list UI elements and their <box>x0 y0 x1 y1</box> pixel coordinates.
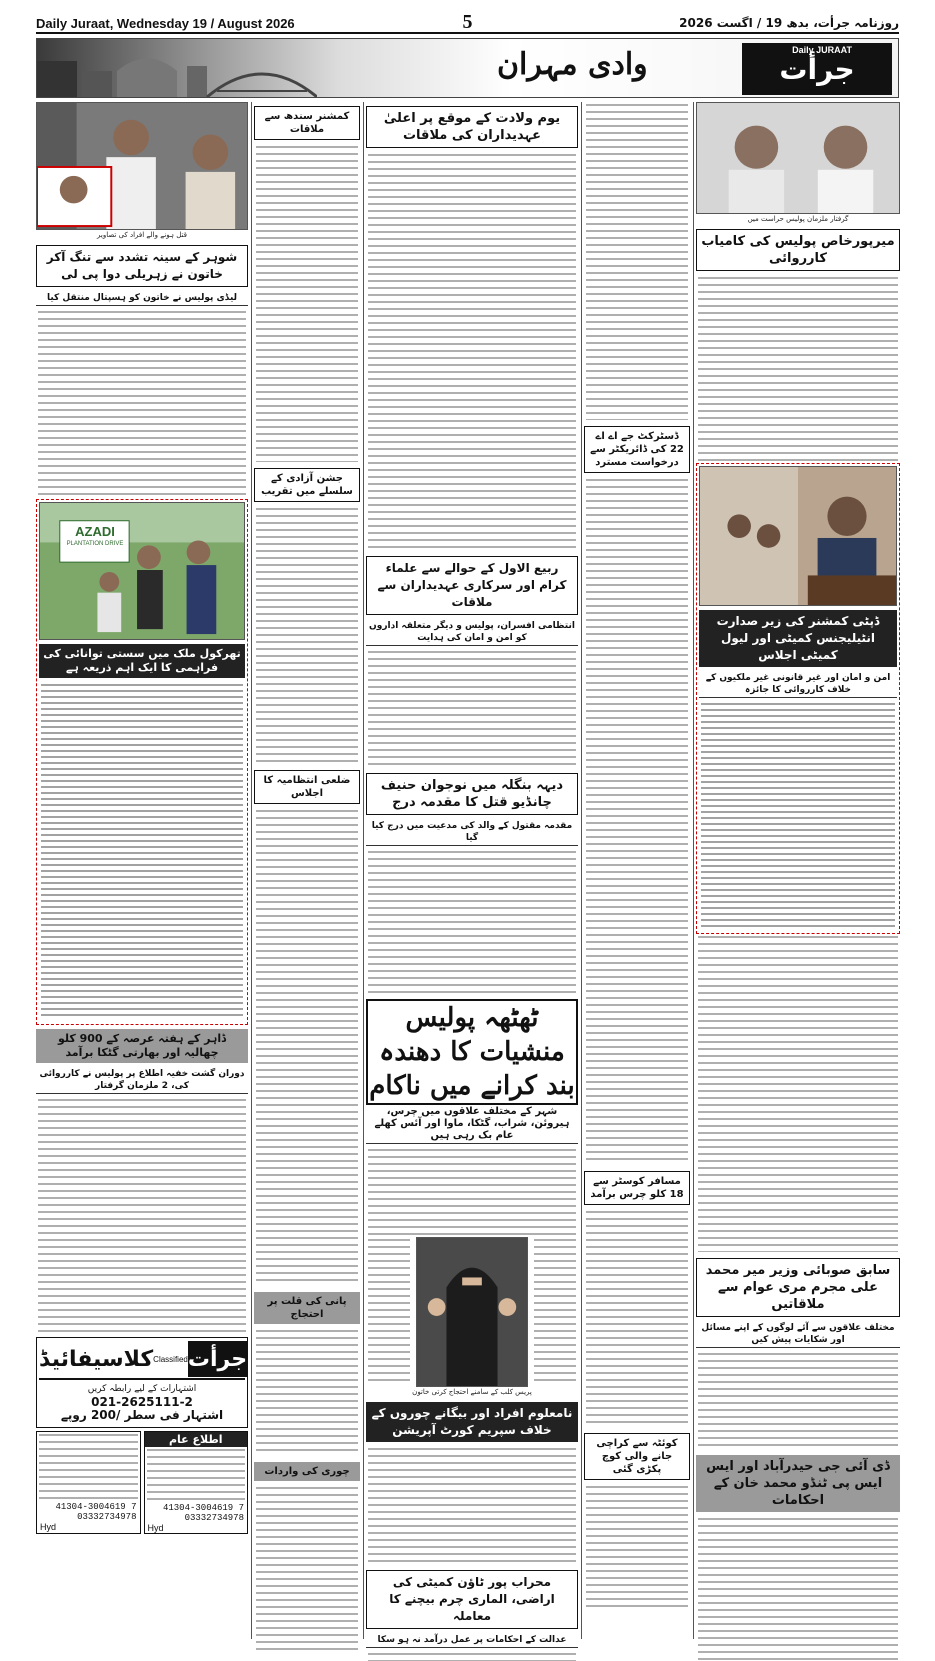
photo-caption: پریس کلب کے سامنے احتجاج کرتی خاتون <box>412 1388 532 1396</box>
classified-title: کلاسیفائیڈ <box>39 1346 154 1372</box>
photo-caption: گرفتار ملزمان پولیس حراست میں <box>747 215 849 223</box>
notice-title: اطلاع عام <box>145 1432 248 1447</box>
column-2 <box>254 102 360 1639</box>
section-title: وادی مہران <box>497 47 648 82</box>
photo-row <box>366 1237 578 1387</box>
photo-arrested-men <box>696 102 900 214</box>
article-body <box>36 309 248 499</box>
column-4 <box>584 102 690 1639</box>
subheadline: لیڈی پولیس نے خاتون کو ہسپتال منتقل کیا <box>36 291 248 306</box>
article-body <box>254 1485 360 1655</box>
headline: جشن آزادی کے سلسلے میں تقریب <box>254 468 360 502</box>
article-body <box>699 701 897 931</box>
notice-city: Hyd <box>40 1522 57 1532</box>
article-body <box>584 1484 690 1614</box>
headline: دیہہ بنگلہ میں نوجوان حنیف چانڈیو قتل کا مقدمہ درج <box>366 773 578 815</box>
classified-header <box>39 1340 248 1380</box>
logo-small-text: Daily JURAAT <box>792 45 852 55</box>
article-body <box>366 152 578 552</box>
column-rule <box>581 102 582 1639</box>
public-notice <box>36 1431 141 1534</box>
banner-subheadline: شہر کے مختلف علاقوں میں چرس، ہیروئن، شراب، گٹکا، ماوا اور آئس کھلے عام بک رہی ہیں <box>366 1105 578 1144</box>
column-rule <box>693 102 694 1639</box>
headline: تھرکول ملک میں سستی توانائی کی فراہمی کا ایک اہم ذریعہ ہے <box>39 644 245 678</box>
subheadline: دوران گشت خفیہ اطلاع پر پولیس نے کارروائی کی، 2 ملزمان گرفتار <box>36 1067 248 1094</box>
article-body <box>366 1147 578 1237</box>
column-rule <box>363 102 364 1639</box>
classified-text: اشتہارات کے لیے رابطہ کریں <box>87 1384 197 1394</box>
column-3 <box>366 102 578 1645</box>
notice-phone: 41304-3004619 7 <box>55 1502 137 1512</box>
column-rule <box>251 102 252 1639</box>
headline: شوہر کے سینہ تشدد سے تنگ آکر خاتون نے زہریلی دوا پی لی <box>36 245 248 287</box>
article-body <box>366 849 578 999</box>
column-1 <box>36 102 248 1639</box>
headline: ربیع الاول کے حوالے سے علماء کرام اور سرکاری عہدیداران سے ملاقات <box>366 556 578 615</box>
photo-victims <box>36 102 248 230</box>
subheadline: عدالت کے احکامات پر عمل درآمد نہ ہو سکا <box>366 1633 578 1648</box>
photo-plantation-drive <box>39 502 245 640</box>
classified-price: اشتہار فی سطر /200 روپے <box>60 1408 224 1422</box>
column-5 <box>696 102 900 1639</box>
subheadline: مختلف علاقوں سے آئے لوگوں کے اپنے مسائل اور شکایات پیش کیں <box>696 1321 900 1348</box>
headline: ڈسٹرکٹ جے اے اے 22 کی ڈائریکٹر سے درخواست مسترد <box>584 426 690 473</box>
newspaper-logo <box>742 43 892 95</box>
headline: ضلعی انتظامیہ کا اجلاس <box>254 770 360 804</box>
headline: ڈاہر کے ہفتہ عرصہ کے 900 کلو چھالیہ اور بھارتی گٹکا برآمد <box>36 1029 248 1063</box>
subheadline: مقدمہ مقتول کے والد کی مدعیت میں درج کیا گیا <box>366 819 578 846</box>
article-body <box>39 682 245 1022</box>
headline: نامعلوم افراد اور بیگانے چوروں کے خلاف سپریم کورٹ آپریشن <box>366 1402 578 1442</box>
article-body <box>696 275 900 463</box>
article-dc-meeting <box>696 463 900 934</box>
classified-small: Classified <box>153 1354 188 1364</box>
photo-caption: قتل ہونے والے افراد کی تصاویر <box>97 231 187 239</box>
article-body <box>254 808 360 1288</box>
article-body <box>254 144 360 464</box>
article-body <box>366 1651 578 1661</box>
headline: محراب پور ٹاؤن کمیٹی کی اراضی، الماری چرم بیچنے کا معاملہ <box>366 1570 578 1629</box>
article-tharcoal <box>36 499 248 1025</box>
notice-row <box>36 1431 248 1534</box>
article-body <box>696 934 900 1254</box>
classified-phone: 021-2625111-2 <box>91 1395 193 1409</box>
masthead-line <box>36 11 899 34</box>
notice-body <box>37 1432 140 1502</box>
article-body <box>584 102 690 422</box>
headline: میرپورخاص پولیس کی کامیاب کارروائی <box>696 229 900 271</box>
notice-phone: 03332734978 <box>184 1513 244 1523</box>
article-body <box>254 1328 360 1458</box>
headline: پانی کی قلت پر احتجاج <box>254 1292 360 1324</box>
masthead-date-english: Daily Juraat, Wednesday 19 / August 2026 <box>36 16 295 31</box>
article-body <box>696 1351 900 1451</box>
article-body <box>36 1097 248 1337</box>
headline: سابق صوبائی وزیر میر محمد علی مجرم مری عوام سے ملاقاتیں <box>696 1258 900 1317</box>
sign-text: AZADI <box>75 524 115 539</box>
photo-dc-meeting <box>699 466 897 606</box>
article-body <box>366 1237 412 1387</box>
photo-protesting-woman <box>416 1237 528 1387</box>
article-body <box>584 1209 690 1429</box>
classified-logo: جرأت <box>188 1341 247 1377</box>
section-banner <box>36 38 899 98</box>
notice-body <box>145 1447 248 1503</box>
masthead-date-urdu: روزنامہ جرأت، بدھ 19 / اگست 2026 <box>679 16 899 30</box>
classified-ad <box>36 1337 248 1428</box>
headline: مسافر کوسٹر سے 18 کلو چرس برآمد <box>584 1171 690 1205</box>
headline: ڈپٹی کمشنر کی زیر صدارت انٹیلیجنس کمیٹی اور لیول کمیٹی اجلاس <box>699 610 897 667</box>
notice-phone: 41304-3004619 7 <box>162 1503 244 1513</box>
sign-subtext: PLANTATION DRIVE <box>66 541 124 547</box>
banner-headline: ٹھٹھہ پولیس منشیات کا دھندہ بند کرانے میں ناکام <box>366 999 578 1105</box>
skyline-illustration <box>37 41 317 97</box>
logo-text: جرأت <box>779 52 855 86</box>
classified-body <box>39 1380 245 1425</box>
article-body <box>366 649 578 769</box>
article-body <box>584 477 690 1167</box>
article-body <box>366 1446 578 1566</box>
headline: چوری کی واردات <box>254 1462 360 1481</box>
subheadline: انتظامی افسران، پولیس و دیگر متعلقہ اداروں کو امن و امان کی ہدایت <box>366 619 578 646</box>
notice-phone: 03332734978 <box>77 1512 137 1522</box>
article-body <box>532 1237 578 1387</box>
headline: یوم ولادت کے موقع پر اعلیٰ عہدیداران کی ملاقات <box>366 106 578 148</box>
headline: کمشنر سندھ سے ملاقات <box>254 106 360 140</box>
article-body <box>254 506 360 766</box>
public-notice <box>144 1431 249 1534</box>
notice-city: Hyd <box>147 1523 164 1533</box>
article-body <box>696 1516 900 1661</box>
page-number: 5 <box>462 11 473 33</box>
headline: ڈی آئی جی حیدرآباد اور ایس ایس پی ٹنڈو محمد خان کے احکامات <box>696 1455 900 1512</box>
subheadline: امن و امان اور غیر قانونی غیر ملکیوں کے خلاف کارروائی کا جائزہ <box>699 671 897 698</box>
headline: کوئٹہ سے کراچی جانے والی کوچ پکڑی گئی <box>584 1433 690 1480</box>
